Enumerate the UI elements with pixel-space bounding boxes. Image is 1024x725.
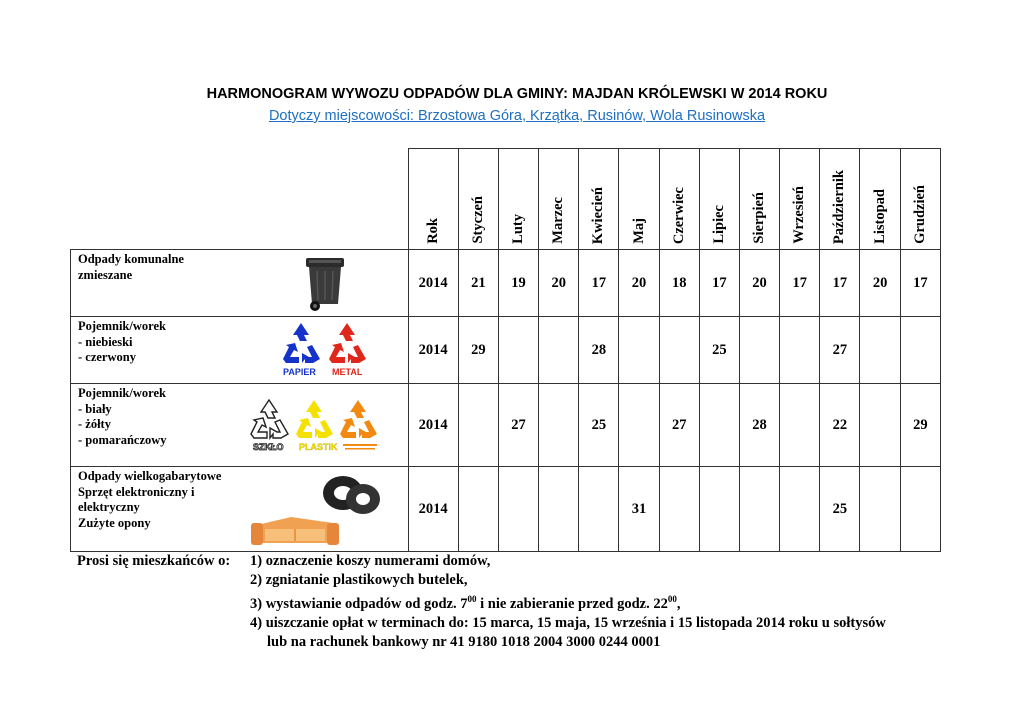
row-label-line: Pojemnik/worek [78, 319, 166, 333]
cell-czerwiec: 27 [659, 384, 699, 467]
col-header-pazdziernik: Październik [820, 149, 860, 250]
col-header-wrzesien: Wrzesień [780, 149, 820, 250]
row-label-line: - czerwony [78, 350, 136, 364]
cell-kwiecien [579, 467, 619, 552]
cell-sierpien [739, 467, 779, 552]
table-header-row [71, 149, 941, 250]
cell-lipiec [699, 467, 739, 552]
table-row [71, 467, 941, 552]
row-label-cell [71, 317, 409, 384]
cell-pazdziernik: 22 [820, 384, 860, 467]
cell-kwiecien: 17 [579, 250, 619, 317]
row-label-line: Sprzęt elektroniczny i [78, 484, 195, 499]
col-header-sierpien: Sierpień [739, 149, 779, 250]
note-item-4-line1: 4) uiszczanie opłat w terminach do: 15 marca, 15 maja, 15 września i 15 listopada 2014 roku u sołtysów [250, 614, 886, 631]
cell-wrzesien [780, 467, 820, 552]
note-item-3-sup1: 00 [467, 594, 477, 604]
note-line-5 [77, 633, 886, 652]
cell-luty: 19 [498, 250, 538, 317]
note-line-1 [77, 552, 886, 571]
cell-wrzesien: 17 [780, 250, 820, 317]
cell-pazdziernik: 27 [820, 317, 860, 384]
cell-styczen: 21 [458, 250, 498, 317]
col-header-luty: Luty [498, 149, 538, 250]
cell-czerwiec [659, 317, 699, 384]
cell-lipiec: 17 [699, 250, 739, 317]
cell-sierpien [739, 317, 779, 384]
note-item-3c: , [676, 595, 681, 612]
row-label-line: Odpady wielkogabarytowe [78, 469, 222, 483]
cell-rok: 2014 [408, 317, 458, 384]
cell-wrzesien [780, 384, 820, 467]
cell-marzec: 20 [539, 250, 579, 317]
cell-maj: 31 [619, 467, 659, 552]
cell-marzec [539, 467, 579, 552]
residents-notes [77, 552, 886, 652]
table-row [71, 250, 941, 317]
cell-rok: 2014 [408, 467, 458, 552]
cell-lipiec [699, 384, 739, 467]
table-row [71, 317, 941, 384]
cell-sierpien: 20 [739, 250, 779, 317]
col-header-lipiec: Lipiec [699, 149, 739, 250]
note-line-4 [77, 614, 886, 633]
icon-label-papier: PAPIER [283, 367, 316, 377]
cell-marzec [539, 384, 579, 467]
note-line-2 [77, 571, 886, 590]
notes-lead: Prosi się mieszkańców o: [77, 553, 231, 569]
note-item-2: 2) zgniatanie plastikowych butelek, [250, 572, 468, 588]
cell-grudzien [900, 317, 940, 384]
note-item-3-sup2: 00 [667, 594, 677, 604]
icon-label-szklo: SZKŁO [253, 442, 284, 452]
cell-luty [498, 317, 538, 384]
col-header-grudzien: Grudzień [900, 149, 940, 250]
cell-pazdziernik: 25 [820, 467, 860, 552]
row-label-cell [71, 250, 409, 317]
note-item-4-line2: lub na rachunek bankowy nr 41 9180 1018 2004 3000 0244 0001 [267, 633, 661, 650]
col-header-marzec: Marzec [539, 149, 579, 250]
cell-kwiecien: 25 [579, 384, 619, 467]
note-item-3b: i nie zabieranie przed godz. 22 [476, 595, 668, 612]
row-label-line: - żółty [78, 417, 111, 431]
cell-czerwiec [659, 467, 699, 552]
cell-listopad [860, 384, 900, 467]
col-header-kwiecien: Kwiecień [579, 149, 619, 250]
row-label-line: - niebieski [78, 334, 133, 349]
schedule-table [70, 148, 941, 552]
row-label-cell [71, 467, 409, 552]
page-title: HARMONOGRAM WYWOZU ODPADÓW DLA GMINY: MAJDAN KRÓLEWSKI W 2014 ROKU [206, 86, 828, 102]
col-header-rok: Rok [408, 149, 458, 250]
cell-listopad [860, 317, 900, 384]
row-label-cell [71, 384, 409, 467]
cell-wrzesien [780, 317, 820, 384]
table-row [71, 384, 941, 467]
note-line-3 [77, 590, 886, 614]
cell-rok: 2014 [408, 384, 458, 467]
cell-styczen [458, 467, 498, 552]
col-header-czerwiec: Czerwiec [659, 149, 699, 250]
cell-sierpien: 28 [739, 384, 779, 467]
cell-grudzien: 29 [900, 384, 940, 467]
cell-maj [619, 384, 659, 467]
row-label-line: Odpady komunalne [78, 252, 184, 266]
cell-listopad [860, 467, 900, 552]
cell-marzec [539, 317, 579, 384]
row-label-line: - biały [78, 401, 112, 416]
cell-styczen: 29 [458, 317, 498, 384]
cell-pazdziernik: 17 [820, 250, 860, 317]
cell-maj [619, 317, 659, 384]
row-label-line: zmieszane [78, 267, 133, 282]
row-label-line: Zużyte opony [78, 515, 151, 530]
icon-label-plastik: PLASTIK [299, 442, 338, 452]
note-item-1: 1) oznaczenie koszy numerami domów, [250, 553, 491, 569]
col-header-styczen: Styczeń [458, 149, 498, 250]
page-subtitle: Dotyczy miejscowości: Brzostowa Góra, Krzątka, Rusinów, Wola Rusinowska [268, 108, 766, 124]
row-label-line: Pojemnik/worek [78, 386, 166, 400]
note-item-3a: 3) wystawianie odpadów od godz. 7 [250, 595, 468, 612]
cell-maj: 20 [619, 250, 659, 317]
cell-grudzien: 17 [900, 250, 940, 317]
cell-czerwiec: 18 [659, 250, 699, 317]
row-label-line: - pomarańczowy [78, 432, 167, 447]
cell-grudzien [900, 467, 940, 552]
cell-listopad: 20 [860, 250, 900, 317]
header-blank-cell [71, 149, 409, 250]
icon-label-metal: METAL [332, 367, 363, 377]
col-header-listopad: Listopad [860, 149, 900, 250]
col-header-maj: Maj [619, 149, 659, 250]
cell-luty [498, 467, 538, 552]
cell-styczen [458, 384, 498, 467]
cell-kwiecien: 28 [579, 317, 619, 384]
cell-lipiec: 25 [699, 317, 739, 384]
row-label-line: elektryczny [78, 500, 140, 514]
cell-rok: 2014 [408, 250, 458, 317]
cell-luty: 27 [498, 384, 538, 467]
